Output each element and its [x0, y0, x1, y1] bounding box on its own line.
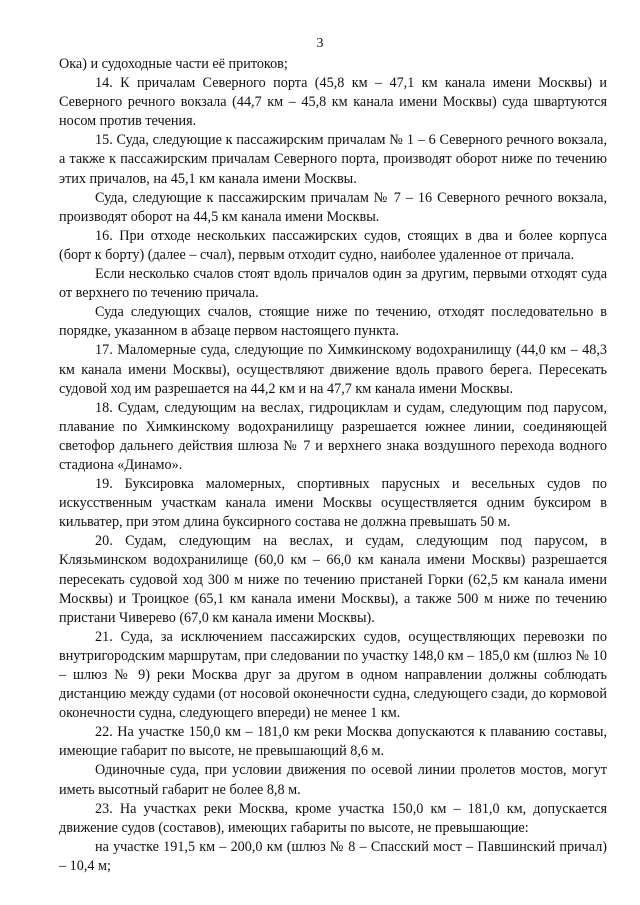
paragraph-continuation: Ока) и судоходные части её притоков;	[59, 56, 288, 72]
paragraph-item-17: 17. Маломерные суда, следующие по Химкинскому водохранилищу (44,0 км – 48,3 км канала имени Москвы), осуществляют движение вдоль правого берега. Пересекать судовой ход им разрешается на 44,2 км и на 47,7 км канала имени Москвы.	[59, 342, 607, 397]
paragraph-item-16: 16. При отходе нескольких пассажирских судов, стоящих в два и более корпуса (борт к борту) (далее – счал), первым отходит судно, наиболее удаленное от причала.	[59, 227, 607, 263]
paragraph-item-16-third: Суда следующих счалов, стоящие ниже по течению, отходят последовательно в порядке, указанном в абзаце первом настоящего пункта.	[59, 304, 607, 340]
paragraph-item-22: 22. На участке 150,0 км – 181,0 км реки Москва допускаются к плаванию составы, имеющие габарит по высоте, не превышающий 8,6 м.	[59, 724, 607, 760]
page-number: 3	[316, 36, 324, 51]
paragraph-item-18: 18. Судам, следующим на веслах, гидроциклам и судам, следующим под парусом, плавание по Химкинскому водохранилищу разрешается южнее линии, соединяющей светофор дальнего действия шлюза № 7 и верхнего знака воздушного перехода водного стадиона «Динамо».	[59, 399, 607, 473]
paragraph-item-15: 15. Суда, следующие к пассажирским причалам № 1 – 6 Северного речного вокзала, а также к пассажирским причалам Северного порта, производят оборот ниже по течению этих причалов, на 45,1 км канала имени Москвы.	[59, 132, 607, 187]
paragraph-item-21: 21. Суда, за исключением пассажирских судов, осуществляющих перевозки по внутригородским маршрутам, при следовании по участку 148,0 км – 185,0 км (шлюз № 10 – шлюз № 9) реки Москва друг за другом в одном направлении должны соблюдать дистанцию между судами (от носовой оконечности судна, следующего сзади, до кормовой оконечности судна, следующего впереди) не менее 1 км.	[59, 628, 607, 722]
document-body	[59, 55, 607, 876]
paragraph-item-16-second: Если несколько счалов стоят вдоль причалов один за другим, первыми отходят суда от верхнего по течению причала.	[59, 266, 607, 302]
paragraph-item-15-second: Суда, следующие к пассажирским причалам № 7 – 16 Северного речного вокзала, производят оборот на 44,5 км канала имени Москвы.	[59, 189, 607, 225]
paragraph-item-14: 14. К причалам Северного порта (45,8 км – 47,1 км канала имени Москвы) и Северного речного вокзала (44,7 км – 45,8 км канала имени Москвы) суда швартуются носом против течения.	[59, 75, 607, 130]
paragraph-item-23: 23. На участках реки Москва, кроме участка 150,0 км – 181,0 км, допускается движение судов (составов), имеющих габариты по высоте, не превышающие:	[59, 800, 607, 836]
paragraph-item-19: 19. Буксировка маломерных, спортивных парусных и весельных судов по искусственным участкам канала имени Москвы осуществляется одним буксиром в кильватер, при этом длина буксирного состава не должна превышать 50 м.	[59, 476, 607, 531]
paragraph-item-22-second: Одиночные суда, при условии движения по осевой линии пролетов мостов, могут иметь высотный габарит не более 8,8 м.	[59, 762, 607, 798]
paragraph-item-20: 20. Судам, следующим на веслах, и судам, следующим под парусом, в Клязьминском водохранилище (60,0 км – 66,0 км канала имени Москвы) разрешается пересекать судовой ход 300 м ниже по течению пристаней Горки (62,5 км канала имени Москвы) и Троицкое (65,1 км канала имени Москвы), а также 500 м ниже по течению пристани Чиверево (67,0 км канала имени Москвы).	[59, 533, 607, 626]
paragraph-item-23-subitem: на участке 191,5 км – 200,0 км (шлюз № 8 – Спасский мост – Павшинский причал) – 10,4 м;	[59, 838, 607, 874]
